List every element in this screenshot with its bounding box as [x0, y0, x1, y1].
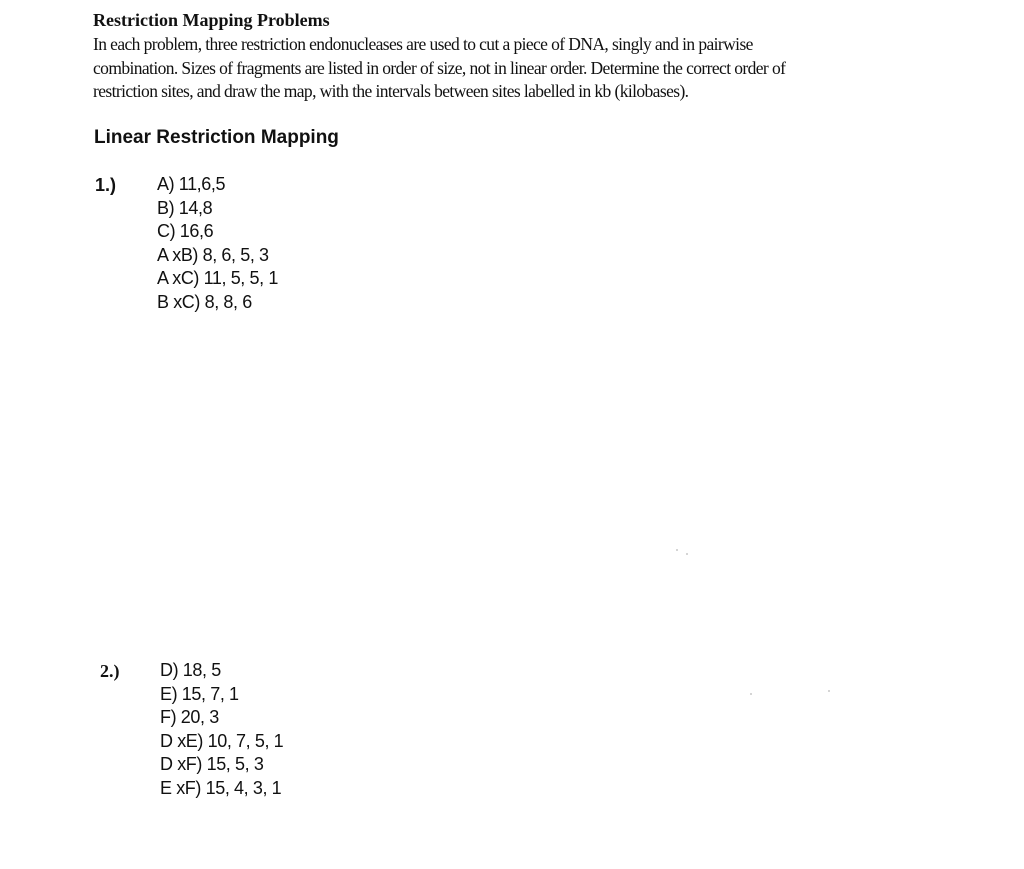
problem-1-digest-list: [157, 173, 278, 314]
digest-line: E) 15, 7, 1: [160, 683, 239, 704]
instructions-line-3: restriction sites, and draw the map, with the intervals between sites labelled in kb (kilobases).: [93, 81, 689, 101]
digest-line: A) 11,6,5: [157, 174, 226, 194]
digest-line: D xE) 10, 7, 5, 1: [160, 730, 284, 751]
digest-line: B) 14,8: [157, 197, 213, 218]
problem-2-digest-list: [160, 659, 283, 800]
problem-1-number: 1.): [95, 175, 117, 195]
scan-speck: [686, 553, 688, 555]
digest-line: A xC) 11, 5, 5, 1: [157, 268, 278, 288]
scan-speck: [750, 693, 752, 695]
scan-speck: [676, 549, 678, 551]
digest-line: B xC) 8, 8, 6: [157, 291, 252, 312]
page-title: Restriction Mapping Problems: [93, 10, 330, 30]
digest-line: C) 16,6: [157, 221, 214, 241]
scan-speck: [828, 690, 830, 692]
instructions-line-1: In each problem, three restriction endonucleases are used to cut a piece of DNA, singly and in pairwise: [93, 34, 753, 54]
digest-line: D xF) 15, 5, 3: [160, 754, 264, 774]
digest-line: E xF) 15, 4, 3, 1: [160, 777, 282, 798]
section-heading: Linear Restriction Mapping: [94, 127, 339, 148]
digest-line: D) 18, 5: [160, 660, 221, 680]
digest-line: F) 20, 3: [160, 707, 219, 727]
digest-line: A xB) 8, 6, 5, 3: [157, 244, 269, 265]
instructions-line-2: combination. Sizes of fragments are listed in order of size, not in linear order. Determine the correct order of: [93, 58, 786, 78]
problem-2-number: 2.): [100, 661, 120, 681]
